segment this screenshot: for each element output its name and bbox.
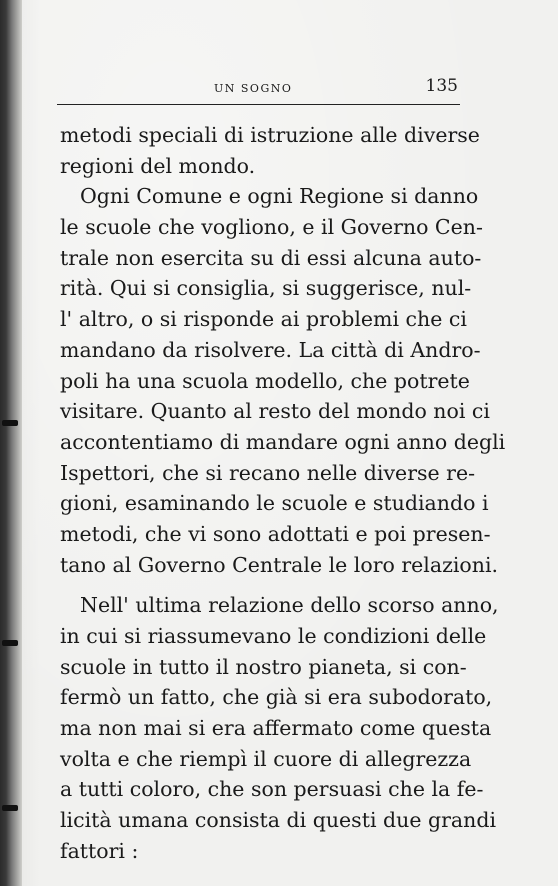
book-spine xyxy=(0,0,22,886)
text-line: Ogni Comune e ogni Regione si danno xyxy=(80,184,479,209)
text-line: in cui si riassumevano le condizioni delle xyxy=(60,624,487,648)
text-line: Ispettori, che si recano nelle diverse re- xyxy=(60,460,476,485)
text-line: rità. Qui si consiglia, si suggerisce, nul- xyxy=(60,276,472,301)
running-head xyxy=(60,76,458,102)
running-title: UN SOGNO xyxy=(214,82,293,95)
text-line: fermò un fatto, che già si era subodorato, xyxy=(60,685,493,710)
text-line: le scuole che vogliono, e il Governo Cen- xyxy=(60,215,483,240)
body-text xyxy=(60,120,506,867)
text-line: poli ha una scuola modello, che potrete xyxy=(60,368,470,393)
binding-mark xyxy=(2,640,18,646)
text-line: tano al Governo Centrale le loro relazioni. xyxy=(60,552,499,577)
binding-mark xyxy=(2,805,18,811)
text-line: metodi, che vi sono adottati e poi presen- xyxy=(60,521,491,546)
text-line: licità umana consista di questi due grandi xyxy=(60,808,497,833)
binding-mark xyxy=(2,420,18,426)
text-line: visitare. Quanto al resto del mondo noi ci xyxy=(60,399,490,424)
paragraph-gap xyxy=(60,580,480,590)
text-line: volta e che riempì il cuore di allegrezza xyxy=(60,746,472,771)
text-line: l' altro, o si risponde ai problemi che ci xyxy=(60,307,467,332)
text-line: fattori : xyxy=(60,838,139,863)
text-line: scuole in tutto il nostro pianeta, si con- xyxy=(60,654,467,679)
text-line: mandano da risolvere. La città di Andro- xyxy=(60,337,481,362)
text-line: ma non mai si era affermato come questa xyxy=(60,716,492,741)
paragraph xyxy=(60,181,506,580)
text-line: Nell' ultima relazione dello scorso anno, xyxy=(80,593,499,618)
header-rule xyxy=(57,104,460,105)
text-line: regioni del mondo. xyxy=(60,153,256,178)
paragraph xyxy=(60,120,480,181)
text-line: a tutti coloro, che son persuasi che la fe- xyxy=(60,777,484,802)
text-line: metodi speciali di istruzione alle diverse xyxy=(60,123,480,147)
text-line: accontentiamo di mandare ogni anno degli xyxy=(60,429,506,454)
paragraph xyxy=(60,590,499,866)
page-number: 135 xyxy=(425,76,458,96)
text-line: trale non esercita su di essi alcuna auto- xyxy=(60,245,482,270)
text-line: gioni, esaminando le scuole e studiando i xyxy=(60,491,489,516)
